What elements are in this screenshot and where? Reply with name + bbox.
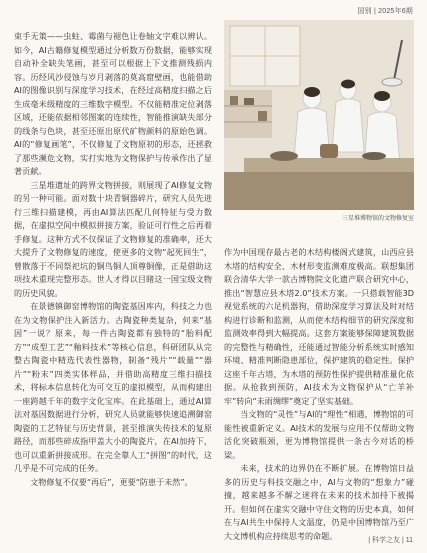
paragraph: 作为中国现存最古老的木结构楼阁式建筑，山西应县木塔的结构安全、木材形变监测难度极高。联想集团联合清华大学一款古博物院文化遗产联合研究中心，推出“智慧应县木塔2.0”技术方案。一只搭载智能3D视觉系统的六足机器狗，借助深度学习算法及时对结构进行诊断和监测，从而使木结构细节的研究深度和监测效率得到大幅提高。这套方案能够保障建筑数据的完整性与精确性，还能通过智能分析系统实时感知环境、精准判断隐患部位，保护建筑的稳定性。保护这座千年古塔，为木塔的预防性保护提供精准量化依据。从抢救到预防，AI技术为文物保护从“亡羊补牢”转向“未雨绸缪”奠定了坚实基础。 — [224, 247, 414, 406]
page-header: 国别 | 2025年6期 — [357, 8, 413, 15]
left-text-column — [14, 30, 212, 489]
paragraph: 当文物的“灵性”与AI的“理性”相遇，博物馆的可能性被重新定义。AI技术的发展与应用不仅帮助文物活化突破瓶颈，更为博物馆提供一条古今对话的桥梁。 — [224, 409, 414, 460]
paragraph: 三星堆遗址的跨界文物拼接，则展现了AI修复文物的另一种可能。面对数十块青铜器碎片，研究人员先进行三维扫描建模，再由AI算法匹配几何特征与受力数据，在虚拟空间中模拟拼接方案，验证可行性之后再着手修复。这种方式不仅保证了文物修复的准确率，还大大提升了文物修复的速度，使更多的文物“起死回生”，曾散落于不同祭祀坑的铜鸟铜人顶尊铜像，正是借助这项技术重现完整形态。世人才得以目睹这一国宝级文物的历史风貌。 — [14, 179, 212, 298]
paragraph: 在景德镇御窑博物馆的陶瓷基因库内，科技之力也在为文物保护注入新活力。古陶瓷种类复杂，何来“基因”一说？原来，每一件古陶瓷都有独特的“胎料配方”“成型工艺”“釉料技术”等核心信息，科研团队从完整古陶瓷中精选代表性器物，制备“残片”“载量”“器片”“粉末”四类实体样品，并借助高精度三维扫描技术，将标本信息转化为可交互的虚拟模型，从而构建出一座跨越千年的数字文化宝库。在此基础上，通过AI算法对基因数据进行分析，研究人员就能够快速追溯御窑陶瓷的工艺特征与历史背景，甚至推演失传技术的复原路径，而那些碎成指甲盖大小的陶瓷片，在AI加持下，也可以重新拼接成形。在完全靠人工“拼图”的时代，这几乎是不可完成的任务。 — [14, 301, 212, 473]
page-footer: | 科学之友 | 11 — [368, 537, 413, 544]
paragraph: 束手无策——虫蛀、霉菌与褪色让卷轴文字难以辨认。如今，AI古籍修复模型通过分析数万份数据，能够实现自动补全缺失笔画，甚至可以根据上下文推测残损内容。历经风沙侵蚀与岁月剥落的莫高窟壁画，也能借助AI的图像识别与深度学习技术，在经过高精度扫描之后生成毫米级精度的三维数字模型。不仅能精准定位剥落区域，还能依据相邻图案的连续性，智能推演缺失部分的线条与色块，甚至还原出原代矿物颜料的原始色调。AI的“修复画笔”，不仅修复了文物原初的形态，还拯救了那些濒危文物，实打实地为文物保护与传承作出了显著贡献。 — [14, 31, 212, 176]
restoration-room-photo — [224, 20, 414, 210]
paragraph: 文物修复不仅要“再后”，更要“防患于未然”。 — [30, 476, 193, 487]
photo-caption: 三星堆博物馆的文物修复室 — [341, 215, 414, 222]
paragraph: 未来，技术的边界仍在不断扩展。在博物馆日益多的历史与科技交融之中，AI与文物的“想象力”碰撞，越来越多不解之迷将在未来的技术加持下被揭开。但如何在虚实交融中守住文物的历史本真，如何在与AI共生中保持人文温度，仍是中国博物馆乃至广大文博机构应持续思考的命题。 — [224, 463, 414, 541]
right-text-column — [224, 246, 414, 543]
